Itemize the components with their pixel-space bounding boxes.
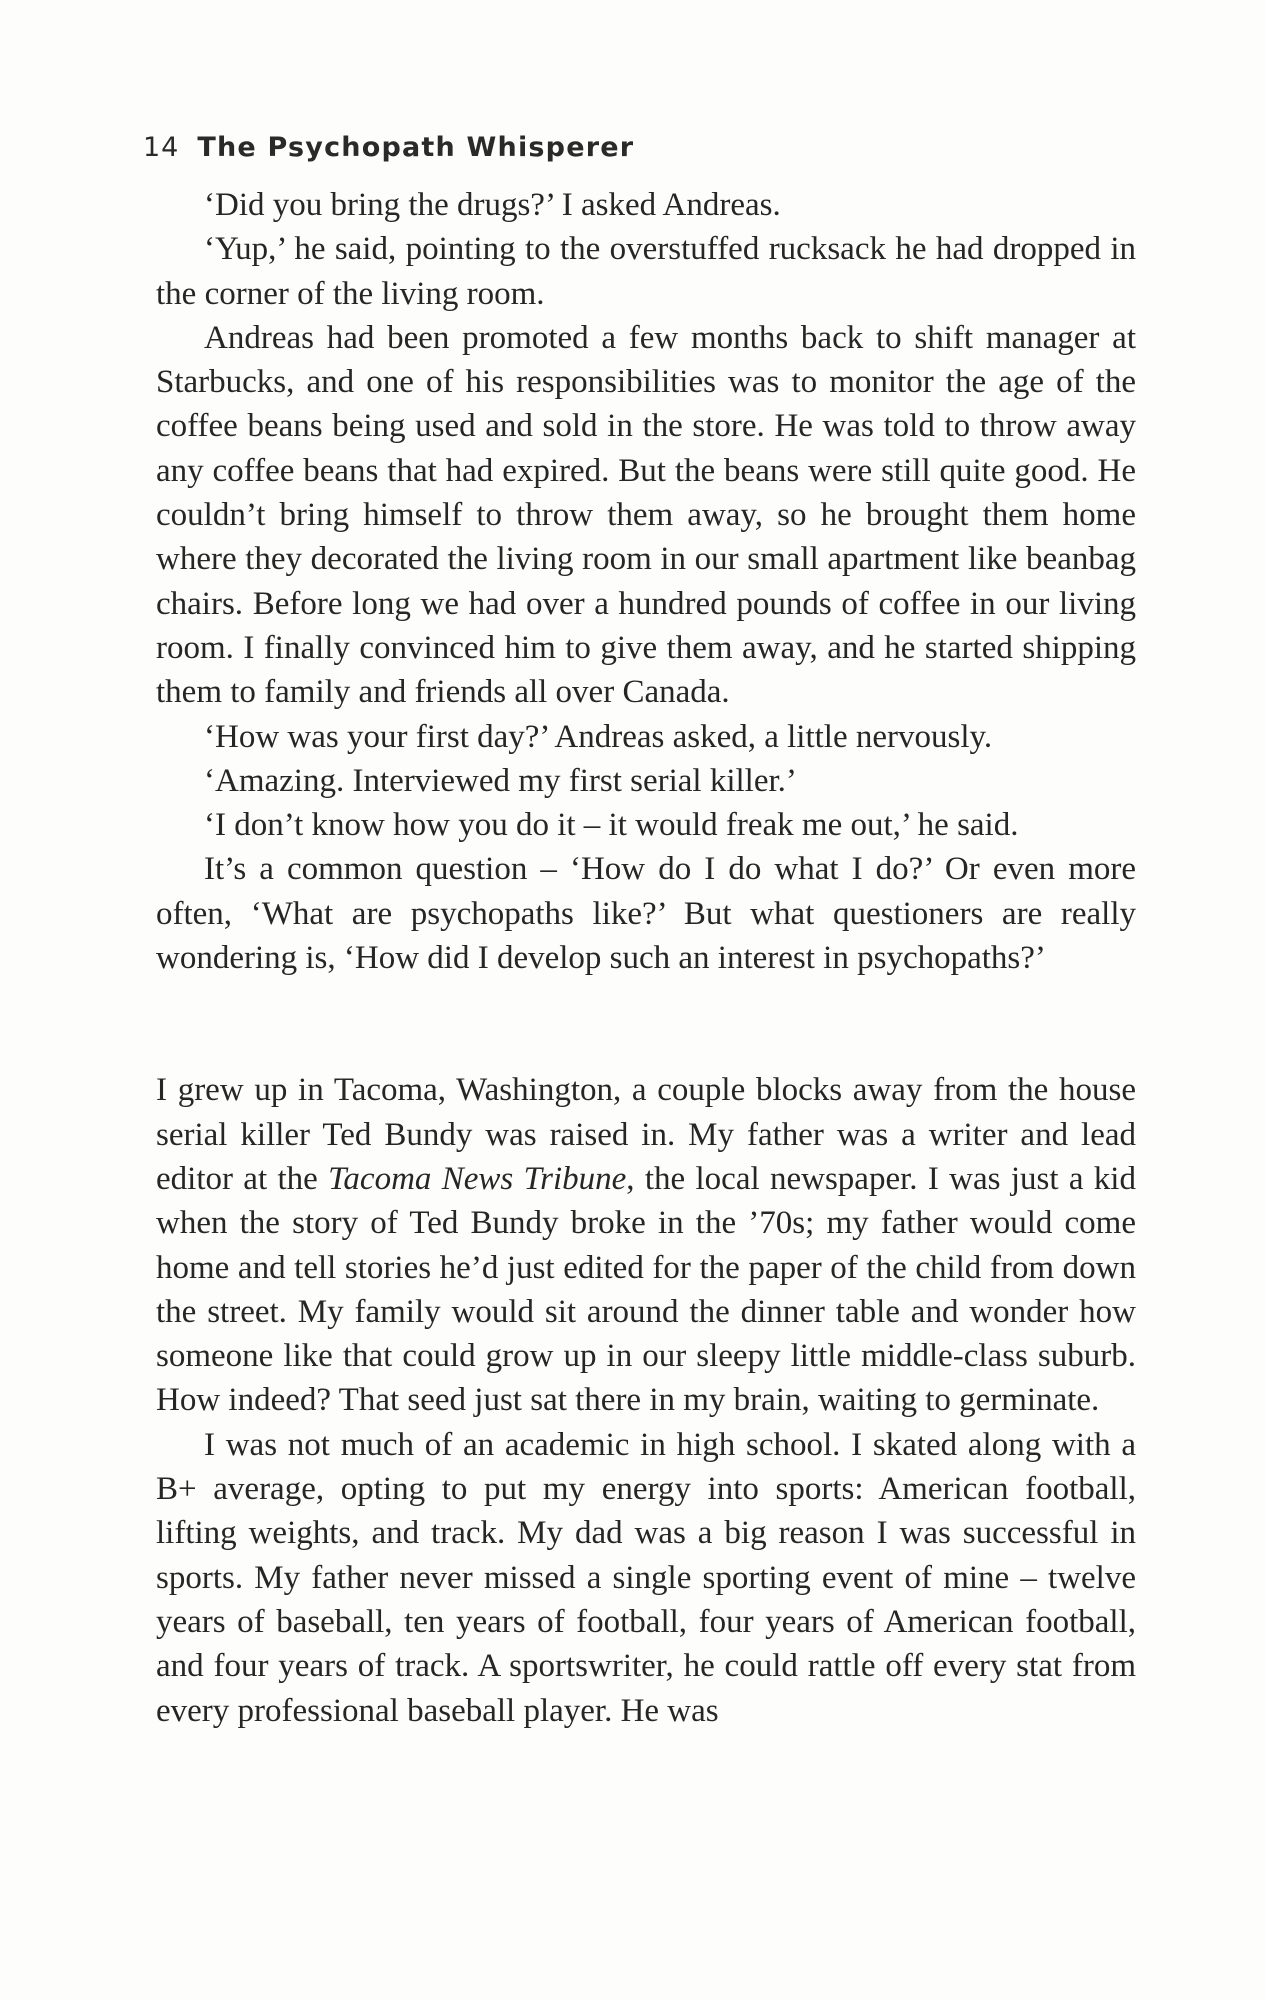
paragraph: ‘Yup,’ he said, pointing to the overstuffed rucksack he had dropped in the corner of the living room. [156, 231, 1136, 312]
paragraph: Andreas had been promoted a few months back to shift manager at Starbucks, and one of his responsibilities was to monitor the age of the coffee beans being used and sold in the store. He was told to throw away any coffee beans that had expired. But the beans were still quite good. He couldn’t bring himself to throw them away, so he brought them home where they decorated the living room in our small apartment like beanbag chairs. Before long we had over a hundred pounds of coffee in our living room. I finally convinced him to give them away, and he started shipping them to family and friends all over Canada. [156, 319, 1136, 711]
paragraph-text: I grew up in Tacoma, Washington, a couple blocks away from the house serial killer Ted Bundy was raised in. My father was a writer and lead editor at the [156, 1072, 1136, 1197]
paragraph: ‘Did you bring the drugs?’ I asked Andreas. [204, 187, 781, 223]
paragraph: ‘Amazing. Interviewed my first serial killer.’ [204, 762, 797, 799]
paragraph: ‘How was your first day?’ Andreas asked, a little nervously. [204, 718, 993, 755]
running-head [143, 128, 634, 171]
page-number: 14 [143, 132, 180, 163]
book-title: The Psychopath Whisperer [197, 132, 635, 163]
paragraph [156, 1068, 1136, 1422]
paragraph: It’s a common question – ‘How do I do what I do?’ Or even more often, ‘What are psychopaths like?’ But what questioners are really wondering is, ‘How did I develop such an interest in psychopaths?’ [156, 851, 1136, 977]
newspaper-title: Tacoma News Tribune [328, 1160, 627, 1197]
paragraph: ‘I don’t know how you do it – it would freak me out,’ he said. [204, 807, 1019, 844]
section-break [156, 980, 1136, 1068]
paragraph-text: , the local newspaper. I was just a kid when the story of Ted Bundy broke in the ’70s; my father would come home and tell stories he’d just edited for the paper of the child from down the street. My family would sit around the dinner table and wonder how someone like that could grow up in our sleepy little middle-class suburb. How indeed? That seed just sat there in my brain, waiting to germinate. [156, 1160, 1136, 1419]
paragraph: I was not much of an academic in high school. I skated along with a B+ average, opting to put my energy into sports: American football, lifting weights, and track. My dad was a big reason I was successful in sports. My father never missed a single sporting event of mine – twelve years of baseball, ten years of football, four years of American football, and four years of track. A sportswriter, he could rattle off every stat from every professional baseball player. He was [156, 1426, 1136, 1729]
body-text [156, 183, 1136, 1733]
